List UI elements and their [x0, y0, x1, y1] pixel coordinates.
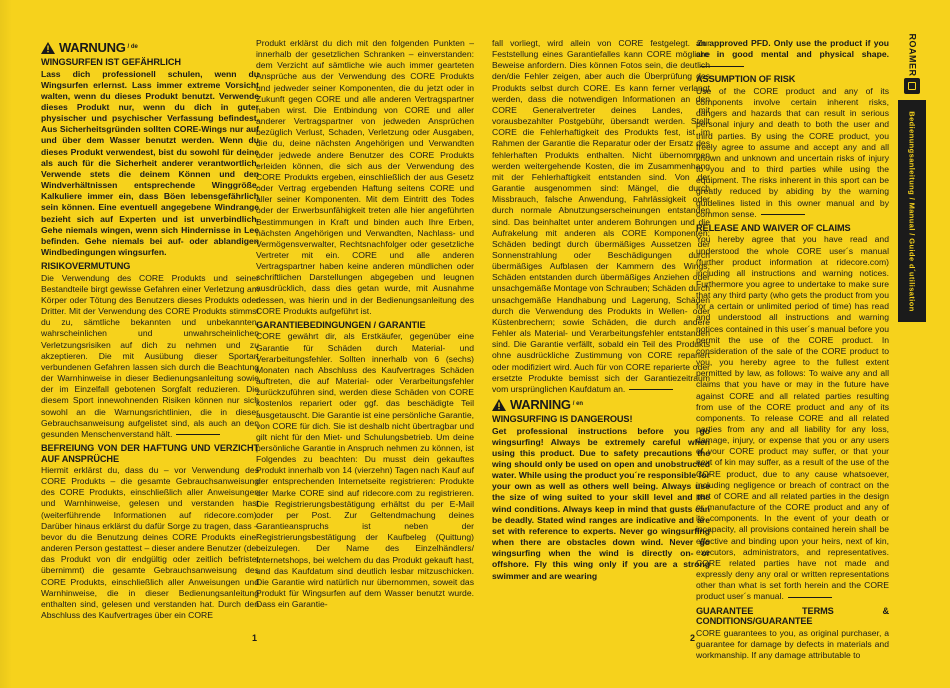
- sidebar-title: Bedienungsanleitung / Manual / Guide d´utilisation: [907, 110, 917, 312]
- paragraph-warning-en-cont: an approved PFD. Only use the product if you are in good mental and physical shape.: [696, 38, 889, 71]
- page-edge-shadow: [0, 0, 12, 688]
- column-1: [41, 38, 259, 621]
- paragraph-warning-en: Get professional instructions before you go wingsurfing! Always be extremely careful when using this product. Due to safety precautions the wing should only be used on open and unobstructed water. While using the product you´re responsible for your own as well as others well being. Always use the size of wing suited to your skill level and the wind conditions. Always keep in mind that gusts can be deadly. Stated wind ranges are indicative and are set with reference to experts. Never go wingsurfing when there are obstacles down wind. Never go wingsurfing when the wind is directly on- or offshore. Fly this wing only if you are a strong swimmer and are wearing: [492, 425, 710, 581]
- end-rule: [629, 389, 673, 390]
- page-number-right: 2: [690, 633, 696, 643]
- heading-release: RELEASE AND WAIVER OF CLAIMS: [696, 222, 851, 233]
- paragraph-guarantee: CORE guarantees to you, as original purchaser, a guarantee for damage by defects in materials and workmanship. If any damage attributable to: [696, 627, 889, 660]
- heading-garantie-de: GARANTIEBEDINGUNGEN / GARANTIE: [256, 319, 426, 330]
- warning-title: WARNING: [510, 397, 571, 413]
- paragraph-release: You hereby agree that you have read and understood the whole CORE user´s manual (further product information at ridecore.com) including all instructions and warning notices. Furthermore you agree to undertake to make sure that any third party (who gets the product from you for a certain or unlimited period of time) has read and understood all instructions and warning notices contained in this user´s manual before you permit the use of the CORE product. In consideration of the sale of the CORE product to you, you hereby agree to the fullest extent permitted by law, as follows: To waive any and all claims that you have or may in the future have against CORE and all related parties resulting from use of the CORE product and any of its components. To release CORE and all related parties from any and all liability for any loss, damage, injury, or expense that you or any users of your CORE product may suffer, or that your next of kin may suffer, as a result of the use of the CORE product, due to any cause whatsoever, including negligence or breach of contract on the part of CORE and all related parties in the design or manufacture of the CORE product and any of its components. In the event of your death or incapacity, all provisions contained herein shall be effective and binding upon your heirs, next of kin, executors, administrators, and representatives. CORE related parties have not made and expressly deny any oral or written representations other than what is set forth herein and the CORE product user´s manual.: [696, 234, 889, 602]
- column-3: [492, 38, 710, 582]
- warning-lang: / en: [572, 401, 584, 408]
- warning-title: WARNUNG: [59, 40, 126, 56]
- heading-assumption: ASSUMPTION OF RISK: [696, 74, 796, 85]
- paragraph-garantie-cont: fall vorliegt, wird allein von CORE festgelegt. Zur Feststellung eines Garantiefalles kann CORE mögliche Beweise anfordern. Dies können Fotos sein, die deutlich den/die Fehler zeigen, aber auch die Überprüfung des Produkts selbst durch CORE. Es kann ferner verlangt werden, dass die notwendigen Informationen an den CORE Generalvertreter deines Landes, mit vorausbezahlter Postgebühr, übersandt werden. Stellt CORE die Fehlerhaftigkeit des Produkts fest, ist im Rahmen der Garantie die Reparatur oder der Ersatz des fehlerhaften Produkts enthalten. Nicht übernommen werden weitergehende Kosten, die im Zusammenhang mit der Fehlerhaftigkeit entstanden sind. Von der Garantie ausgenommen sind: Mängel, die durch Missbrauch, falsche Anwendung, Fahrlässigkeit oder durch normale Abnutzungserscheinungen entstanden sind. Das beinhaltet unter anderem Bohrungen und die Aufrakelung mit anderen als CORE Komponenten; Schäden bedingt durch übermäßiges Aussetzen der Sonnenstrahlung oder Beschädigungen durch übermäßiges Aufblasen der Kammern des Wings; Schäden entstanden durch übermäßiges Anziehen oder unsachgemäße Montage von Schrauben; Schäden durch unsachgemäße Handhabung und Lagerung, Schäden durch die Verwendung des Produkts in Wellen- oder Küstenbrechern; sowie Schäden, die durch andere Fehler als Material- und Verarbeitungsfehler entstanden sind. Die Garantie verfällt, sobald ein Teil des Produkts ohne ausdrückliche Zustimmung von CORE repariert oder modifiziert wird. Auch für von CORE reparierte oder ersetzte Produkte bemisst sich der Garantiezeitraum vom ursprünglichen Kaufdatum an.: [492, 38, 710, 394]
- paragraph-garantie-de: CORE gewährt dir, als Erstkäufer, gegenüber eine Garantie für Schäden durch Material- und Verarbeitungsfehler. Sollten innerhalb von 6 (sechs) Monaten nach Abschluss des Kaufvertrages Schäden auftreten, die auf Material- oder Verarbeitungsfehler zurückzuführen sind, werden diese Schäden von CORE kostenlos repariert oder ggf. das beschädigte Teil ausgetauscht. Die Garantie ist eine persönliche Garantie, von CORE für dich. Sie ist deshalb nicht übertragbar und gilt nicht für den Miet- und Schulungsbetrieb. Um deine persönliche Garantie in Anspruch nehmen zu können, ist Folgendes zu beachten: Du musst dein gekauftes Produkt innerhalb von 14 (vierzehn) Tagen nach Kauf auf der entsprechenden Internetseite registrieren: Produkte der Marke CORE sind auf ridecore.com zu registrieren. Die Registrierungsbestätigung erhältst du per E-Mail oder per Post. Zur Geltendmachung deines Garantieanspruchs ist neben der Registrierungsbestätigung der Kaufbeleg (Quittung) beizulegen. Der Name des Einzelhändlers/ Internetshops, bei welchem du das Produkt gekauft hast, und das Kaufdatum sind deutlich lesbar mitzuschicken. Die Garantie wird natürlich nur übernommen, soweit das Produkt für Wingsurfen auf dem Wasser benutzt wurde. Dass ein Garantie-: [256, 331, 474, 610]
- heading-guarantee: GUARANTEE TERMS & CONDITIONS/GUARANTEE: [696, 605, 889, 626]
- warning-icon: [41, 42, 55, 54]
- warning-icon: [492, 399, 506, 411]
- heading-dangerous: WINGSURFING IS DANGEROUS!: [492, 414, 633, 424]
- column-2: [256, 38, 474, 610]
- core-logo-icon: [904, 78, 920, 94]
- end-rule: [788, 597, 832, 598]
- end-rule: [761, 214, 805, 215]
- paragraph-risiko: Die Verwendung des CORE Produkts und seiner Bestandteile birgt gewisse Gefahren einer Verletzung am Körper oder Tötung des Benutzers dieses Produkts oder Dritter. Mit der Verwendung des CORE Produkts stimmst du zu, sämtliche bekannten und unbekannten, wahrscheinlichen und unwahrscheinlichen Verletzungsrisiken auf dich zu nehmen und zu akzeptieren. Die mit Ausübung dieser Sportart verbundenen Gefahren lassen sich durch die Beachtung der Warnhinweise in dieser Bedienungsanleitung sowie der im Einzelfall gebotenen Sorgfalt reduzieren. Die diesem Sport innewohnenden Risiken können nur sich sowohl an die Warnungsrichtlinien, die in dieser Gebrauchsanweisung aufgelistet sind, als auch an den gesunden Menschenverstand hält.: [41, 272, 259, 439]
- end-rule: [176, 434, 220, 435]
- warning-header-de: [41, 42, 259, 54]
- page-number-left: 1: [252, 633, 258, 643]
- column-4: [696, 38, 889, 661]
- warning-header-en: [492, 399, 710, 411]
- paragraph-befreiung: Hiermit erklärst du, dass du – vor Verwendung des CORE Produkts – die gesamte Gebrauchsanweisung des CORE Produkts, einschließlich aller Anweisungen und Warnhinweise, gelesen und verstanden hast (weiterführende Informationen auf ridecore.com). Darüber hinaus erklärst du dafür Sorge zu tragen, dass – bevor du die Benutzung deines CORE Produkts einer anderen Person gestattest – dieser andere Benutzer (der das Produkt von dir endgültig oder zeitlich befristet übernimmt) die gesamte Gebrauchsanweisung des CORE Produkts, einschließlich aller Anweisungen und Warnhinweise, die in dieser Bedienungsanleitung enthalten sind, gelesen und verstanden hat. Durch den Abschluss des Kaufvertrages über ein CORE: [41, 465, 259, 621]
- paragraph-befreiung-cont: Produkt erklärst du dich mit den folgenden Punkten – innerhalb der gesetzlichen Schranken – einverstanden: dem Verzicht auf sämtliche wie auch immer gearteten Ansprüche aus der Verwendung des CORE Produkts und jedweder seiner Komponenten, die du jetzt oder in Zukunft gegen CORE und alle anderen Vertragspartner haben wirst. Die Entbindung von CORE und aller anderer Vertragspartner von jedweden Ansprüchen bezüglich Verlust, Schaden, Verletzung oder Ausgaben, die du, deine nächsten Angehörigen und Verwandten oder jedwede andere Benutzer des CORE Produkts erleiden können, die sich aus der Verwendung des CORE Produkts ergeben, einschließlich der aus Gesetz oder Vertrag ergebenden Haftung seitens CORE und aller seiner Komponenten. Mit dem Eintritt des Todes oder der Erwerbsunfähigkeit treten alle hier angeführten Bestimmungen in Kraft und binden auch Ihre Erben, nächsten Angehörigen und Verwandten, Nachlass- und Vermögensverwalter, Rechtsnachfolger oder gesetzliche Vertreter mit ein. CORE und alle anderen Vertragspartner haben keine anderen mündlichen oder schriftlichen Darstellungen abgegeben und leugnen ausdrücklich, dass dies getan wurde, mit Ausnahme dessen, was hierin und in der Bedienungsanleitung des CORE Produkts aufgeführt ist.: [256, 38, 474, 316]
- paragraph-assumption: Use of the CORE product and any of its components involve certain inherent risks, dangers and hazards that can result in serious personal injury and death to both the user and third parties. By using the CORE product, you freely agree to assume and accept any and all known and unknown and uncertain risks of injury to you and to third parties while using the equipment. The risks inherent in this sport can be greatly reduced by abiding by the warning guidelines listed in this owner manual and by common sense.: [696, 85, 889, 219]
- heading-gefaehrlich: WINGSURFEN IST GEFÄHRLICH: [41, 57, 181, 67]
- paragraph-warning-de: Lass dich professionell schulen, wenn du Wingsurfen erlernst. Lass immer extreme Vorsicht walten, wenn du dieses Produkt benutzt. Verwende dieses Produkt nur, wenn du dich in guter physischer und psychischer Verfassung befindest. Aus Sicherheitsgründen sollten CORE-Wings nur auf und über dem Wasser benutzt werden. Wenn du dieses Produkt verwendest, bist du sowohl für deine als auch für die Sicherheit anderer verantwortlich. Verwende stets die deinem Können und den Windverhältnissen entsprechende Winggröße. Kalkuliere immer ein, dass Böen lebensgefährlich sein können. Eine eventuell angegebene Windrange bezieht sich auf Experten und ist unverbindlich. Gehe niemals wingen, wenn sich Hindernisse in Lee befinden. Gehe niemals bei auf- oder ablandigen Windbedingungen wingsurfen.: [41, 68, 259, 257]
- brand-name: ROAMER: [907, 33, 917, 77]
- heading-befreiung: BEFREIUNG VON DER HAFTUNG UND VERZICHT AUF ANSPRÜCHE: [41, 443, 259, 464]
- end-rule: [700, 66, 744, 67]
- heading-risikovermutung: RISIKOVERMUTUNG: [41, 261, 131, 272]
- warning-lang: / de: [127, 44, 138, 51]
